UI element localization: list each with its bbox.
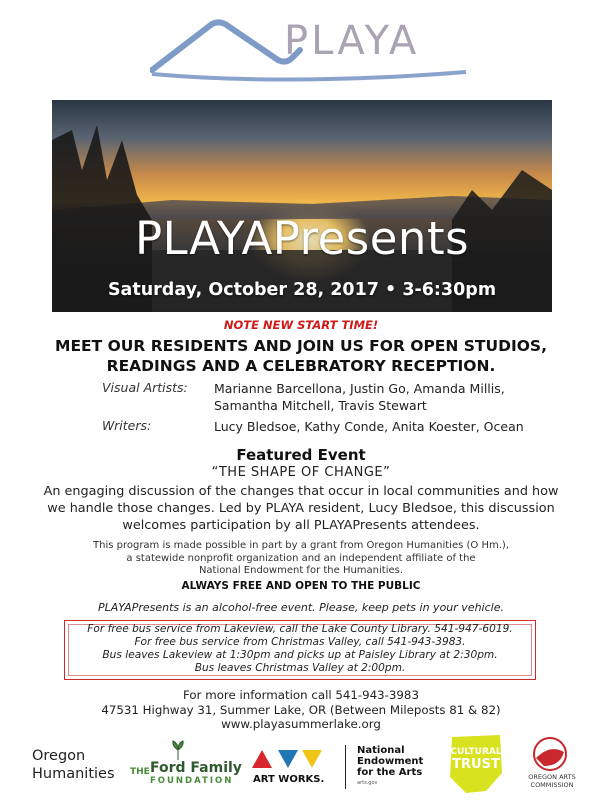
featured-event-subtitle: “THE SHAPE OF CHANGE” [211,465,391,480]
cultural-trust-line-1: CULTURAL [450,747,502,757]
ford-leaf-icon [170,740,186,760]
event-date: Saturday, October 28, 2017 • 3-6:30pm [107,280,497,300]
hero-sunset-image [52,100,552,312]
description-line-3: welcomes participation by all PLAYAPresents attendees. [122,518,480,533]
grant-line-1: This program is made possible in part by a grant from Oregon Humanities (O Hm.), [93,540,509,551]
info-website[interactable]: www.playasummerlake.org [221,717,381,731]
bus-line-1: For free bus service from Lakeview, call the Lake County Library. 541-947-6019. [87,623,513,635]
bus-line-3: Bus leaves Lakeview at 1:30pm and picks up at Paisley Library at 2:30pm. [102,649,498,661]
nea-line-1: National [357,745,405,756]
bus-service-text [65,623,535,675]
headline-line-2: READINGS AND A CELEBRATORY RECEPTION. [106,357,496,375]
writers-label: Writers: [102,418,152,433]
cultural-trust-line-2: TRUST [452,757,500,772]
oac-line-1: OREGON ARTS [528,773,576,781]
nea-url: arts.gov [357,780,378,786]
alcohol-policy: PLAYAPresents is an alcohol-free event. Please, keep pets in your vehicle. [98,601,504,614]
art-works-triangles-icon [252,748,324,770]
bus-service-box [64,620,536,680]
nea-logo [357,745,437,778]
ford-logo-name: Ford Family [150,760,242,776]
writers-names: Lucy Bledsoe, Kathy Conde, Anita Koester, Ocean [214,419,524,434]
info-address: 47531 Highway 31, Summer Lake, OR (Between Mileposts 81 & 82) [101,702,501,717]
start-time-note: NOTE NEW START TIME! [223,318,379,332]
nea-divider [345,745,346,789]
ford-logo-foundation: FOUNDATION [150,776,234,786]
oregon-arts-commission-logo [512,774,592,789]
featured-event-title: Featured Event [236,446,366,464]
headline-line-1: MEET OUR RESIDENTS AND JOIN US FOR OPEN STUDIOS, [55,337,547,355]
description-line-1: An engaging discussion of the changes that occur in local communities and how [43,484,559,499]
bus-line-2: For free bus service from Christmas Valley, call 541-943-3983. [134,636,466,648]
headline [0,336,602,376]
oregon-humanities-logo-line-1: Oregon [32,748,86,764]
ford-logo-the: THE [130,767,150,777]
visual-artists-names [214,380,505,414]
oregon-humanities-logo-line-2: Humanities [32,766,115,782]
description-line-2: we handle those changes. Led by PLAYA resident, Lucy Bledsoe, this discussion [47,501,555,516]
event-title: PLAYAPresents [134,212,470,265]
playa-wordmark: PLAYA [284,18,420,64]
visual-artists-label: Visual Artists: [102,380,188,395]
visual-artists-line-2: Samantha Mitchell, Travis Stewart [214,398,427,413]
contact-info [0,688,602,732]
grant-notice [80,540,522,578]
cultural-trust-logo [446,733,506,793]
oac-line-2: COMMISSION [530,780,574,789]
art-works-logo: ART WORKS. [253,774,325,785]
info-phone: For more information call 541-943-3983 [183,688,419,702]
grant-line-2: a statewide nonprofit organization and an independent affiliate of the [126,552,476,564]
featured-event-description [36,483,566,534]
bus-line-4: Bus leaves Christmas Valley at 2:00pm. [194,662,406,674]
visual-artists-line-1: Marianne Barcellona, Justin Go, Amanda Millis, [214,381,505,396]
free-admission: ALWAYS FREE AND OPEN TO THE PUBLIC [181,580,421,592]
nea-line-2: Endowment [357,756,424,767]
oregon-arts-commission-icon [530,736,570,772]
grant-line-3: National Endowment for the Humanities. [198,565,404,576]
nea-line-3: for the Arts [357,767,423,778]
